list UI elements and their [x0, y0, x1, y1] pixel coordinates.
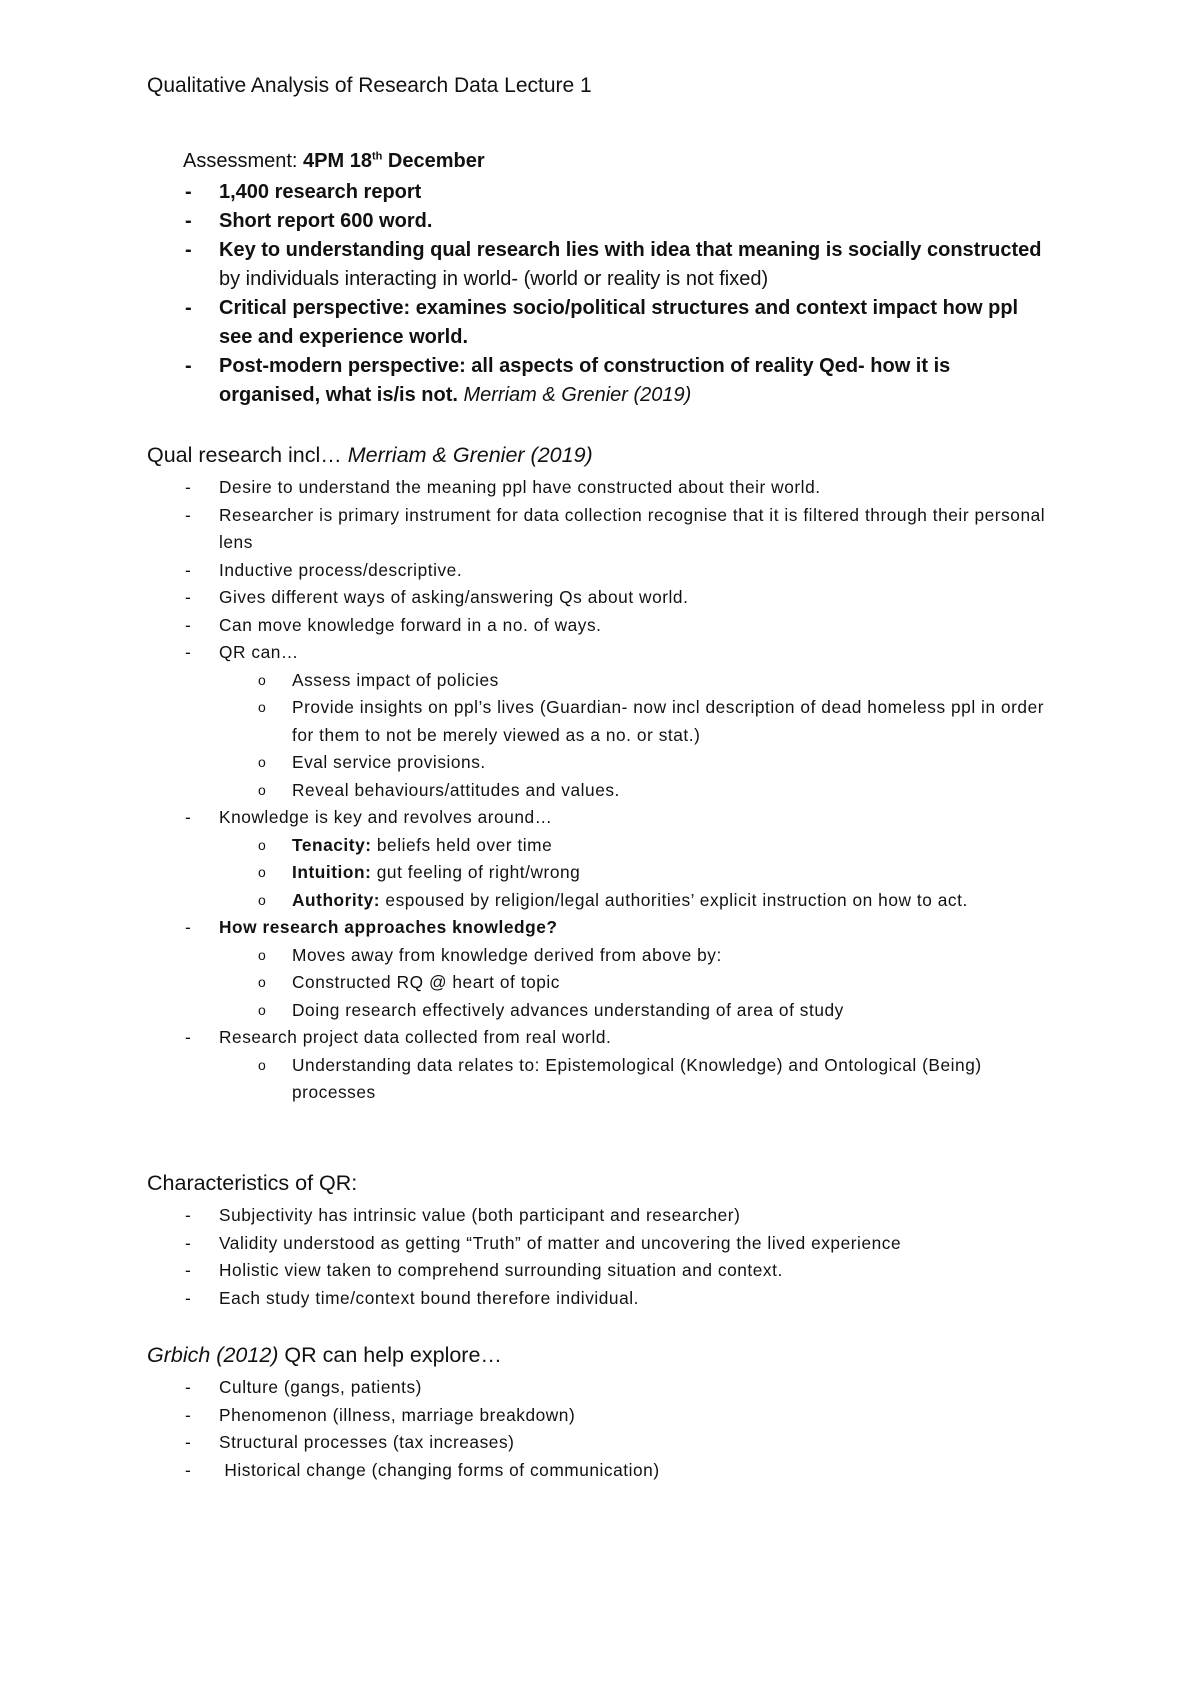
item-text: Inductive process/descriptive.: [219, 559, 463, 580]
dash-bullet: -: [185, 642, 192, 662]
list-item: [0, 584, 1049, 612]
dash-bullet: -: [185, 587, 192, 607]
item-text: Eval service provisions.: [292, 752, 486, 772]
assessment-sup: th: [371, 150, 383, 163]
list-item: [0, 207, 1049, 236]
dash-bullet: -: [185, 297, 192, 319]
term: Authority:: [292, 889, 381, 910]
item-text: Validity understood as getting “Truth” of matter and uncovering the lived experience: [219, 1232, 902, 1253]
sub-item: [219, 667, 1052, 695]
dash-bullet: -: [185, 1027, 192, 1047]
qual-list: [0, 474, 1200, 1107]
item-text: Phenomenon (illness, marriage breakdown): [219, 1404, 576, 1425]
dash-bullet: -: [185, 355, 192, 377]
sub-item: [219, 969, 1052, 997]
dash-bullet: -: [185, 917, 192, 937]
assessment-heading: [183, 150, 485, 173]
list-item: [0, 1202, 1049, 1230]
sublist: [219, 832, 1049, 915]
list-item: [0, 1402, 1049, 1430]
qual-heading-text: Qual research incl…: [147, 443, 348, 467]
item-text: Doing research effectively advances understanding of area of study: [292, 999, 844, 1020]
circle-bullet: o: [258, 974, 267, 990]
list-item: [0, 294, 1049, 352]
item-text: Understanding data relates to: Epistemological (Knowledge) and Ontological (Being) processes: [292, 1054, 982, 1102]
item-text: Can move knowledge forward in a no. of ways.: [219, 614, 602, 635]
sublist: [219, 667, 1049, 805]
item-text: Desire to understand the meaning ppl have constructed about their world.: [219, 477, 821, 497]
item-text: beliefs held over time: [371, 834, 553, 855]
list-item: [0, 178, 1049, 207]
list-item: [0, 1429, 1049, 1457]
citation: Merriam & Grenier (2019): [347, 443, 593, 467]
sub-item: [219, 942, 1052, 970]
sub-item: [219, 749, 1052, 777]
assessment-month: December: [382, 150, 485, 172]
item-text: Gives different ways of asking/answering Qs about world.: [219, 587, 689, 607]
circle-bullet: o: [258, 836, 267, 853]
circle-bullet: o: [258, 946, 267, 963]
dash-bullet: -: [185, 504, 192, 525]
list-item: [0, 1374, 1049, 1402]
item-text: Provide insights on ppl’s lives (Guardian- now incl description of dead homeless ppl in order for them to not be merely viewed as a no. or stat.): [292, 697, 1045, 745]
item-text: Post-modern perspective: all aspects of construction of reality Qed- how it is organised, what is/is not.: [219, 355, 951, 406]
circle-bullet: o: [258, 1001, 267, 1018]
dash-bullet: -: [185, 1205, 192, 1225]
circle-bullet: o: [258, 671, 267, 688]
qual-heading: [147, 443, 593, 468]
item-text: Historical change (changing forms of communication): [219, 1459, 660, 1480]
dash-bullet: -: [185, 1432, 192, 1452]
list-item: [0, 804, 1049, 914]
list-item: [0, 1257, 1049, 1285]
item-text: QR can…: [219, 642, 299, 662]
dash-bullet: -: [185, 1377, 192, 1397]
dash-bullet: -: [185, 181, 192, 203]
item-text-emphasis: meaning is socially constructed: [738, 239, 1042, 261]
sub-item: [219, 859, 1052, 887]
dash-bullet: -: [185, 1459, 192, 1480]
item-text: 1,400 research report: [219, 181, 422, 203]
citation: Grbich (2012): [147, 1343, 279, 1367]
circle-bullet: o: [258, 864, 267, 880]
item-text: Each study time/context bound therefore individual.: [219, 1287, 639, 1308]
dash-bullet: -: [185, 1260, 192, 1280]
sublist: [219, 1052, 1049, 1107]
item-text: espoused by religion/legal authorities’ explicit instruction on how to act.: [380, 889, 968, 910]
sub-item: [219, 997, 1052, 1025]
item-text: Constructed RQ @ heart of topic: [292, 972, 560, 992]
dash-bullet: -: [185, 210, 192, 232]
item-text: Critical perspective: examines socio/political structures and context impact how ppl see and experience world.: [219, 297, 1019, 348]
sub-item: [219, 887, 1052, 915]
dash-bullet: -: [185, 614, 192, 635]
item-text: How research approaches knowledge?: [219, 917, 558, 937]
characteristics-heading: Characteristics of QR:: [147, 1171, 358, 1195]
assessment-label: Assessment:: [183, 150, 304, 172]
dash-bullet: -: [185, 559, 192, 580]
sub-item: [219, 1052, 1052, 1107]
list-item: [0, 557, 1049, 585]
list-item: [0, 236, 1049, 294]
dash-bullet: -: [185, 807, 192, 827]
assessment-list: [0, 178, 1200, 410]
citation: Merriam & Grenier (2019): [463, 384, 692, 406]
item-text: by individuals interacting in world- (world or reality is not fixed): [219, 268, 769, 290]
item-text: gut feeling of right/wrong: [371, 862, 581, 882]
circle-bullet: o: [258, 754, 267, 770]
item-text: Research project data collected from real world.: [219, 1027, 612, 1047]
item-text: Culture (gangs, patients): [219, 1377, 422, 1397]
sublist: [219, 942, 1049, 1025]
list-item: [0, 474, 1049, 502]
item-text: Structural processes (tax increases): [219, 1432, 515, 1452]
term: Intuition:: [292, 862, 372, 882]
circle-bullet: o: [258, 1056, 267, 1073]
list-item: [0, 612, 1049, 640]
dash-bullet: -: [185, 239, 192, 261]
list-item: [0, 1457, 1049, 1485]
assessment-time: 4PM 18: [303, 150, 372, 172]
list-item: [0, 639, 1049, 804]
grbich-list: [0, 1374, 1200, 1484]
circle-bullet: o: [258, 781, 267, 798]
page-title: Qualitative Analysis of Research Data Lecture 1: [147, 74, 592, 97]
dash-bullet: -: [185, 1287, 192, 1308]
grbich-heading-text: QR can help explore…: [278, 1343, 502, 1367]
list-item: [0, 352, 1049, 410]
sub-item: [219, 694, 1052, 749]
dash-bullet: -: [185, 477, 192, 497]
dash-bullet: -: [185, 1232, 192, 1253]
list-item: [0, 1230, 1049, 1258]
list-item: [0, 1285, 1049, 1313]
item-text: Subjectivity has intrinsic value (both participant and researcher): [219, 1205, 741, 1225]
grbich-heading: [147, 1343, 502, 1368]
item-text: Researcher is primary instrument for data collection recognise that it is filtered through their personal lens: [219, 504, 1046, 552]
sub-item: [219, 777, 1052, 805]
item-text: Holistic view taken to comprehend surrounding situation and context.: [219, 1260, 783, 1280]
item-text: Knowledge is key and revolves around…: [219, 807, 553, 827]
item-text: Short report 600 word.: [219, 210, 433, 232]
item-text: Key to understanding qual research lies with idea that: [219, 239, 739, 261]
list-item: [0, 502, 1049, 557]
item-text: Reveal behaviours/attitudes and values.: [292, 779, 620, 800]
circle-bullet: o: [258, 891, 267, 908]
item-text: Moves away from knowledge derived from above by:: [292, 944, 722, 965]
sub-item: [219, 832, 1052, 860]
list-item: [0, 1024, 1049, 1107]
term: Tenacity:: [292, 834, 372, 855]
list-item: [0, 914, 1049, 1024]
circle-bullet: o: [258, 699, 267, 715]
dash-bullet: -: [185, 1404, 192, 1425]
item-text: Assess impact of policies: [292, 669, 499, 690]
characteristics-list: [0, 1202, 1200, 1312]
